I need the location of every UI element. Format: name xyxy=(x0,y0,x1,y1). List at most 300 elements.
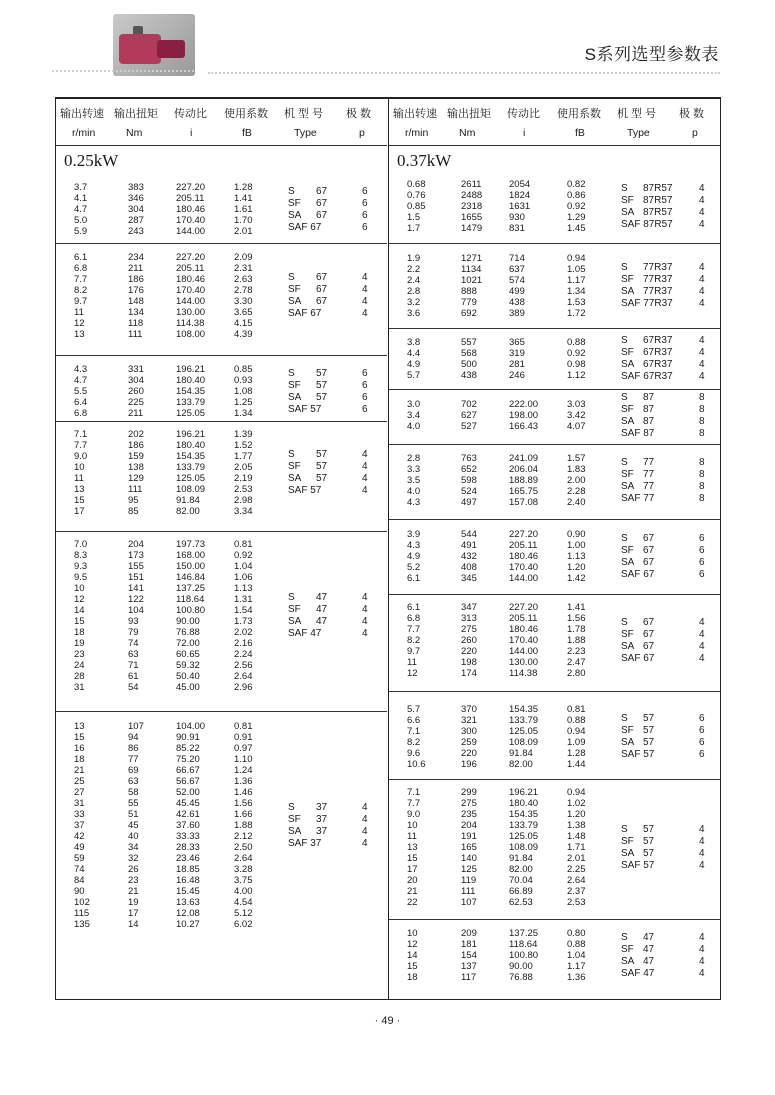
model-prefix: S xyxy=(621,335,628,346)
cell-ratio: 82.00 xyxy=(509,759,533,770)
cell-factor: 1.56 xyxy=(567,613,586,624)
cell-speed: 5.9 xyxy=(74,226,88,237)
model-prefix: SA xyxy=(621,206,635,218)
model-size: 57 xyxy=(316,449,328,460)
column-header-poles: 极 数 xyxy=(679,108,705,120)
model-prefix: SF xyxy=(621,628,634,640)
cell-ratio: 75.20 xyxy=(176,754,200,765)
cell-factor: 1.72 xyxy=(567,308,586,319)
model-row xyxy=(288,392,378,404)
cell-torque: 779 xyxy=(461,297,477,308)
cell-factor: 1.13 xyxy=(234,583,253,594)
cell-speed: 7.0 xyxy=(74,539,88,550)
page-number: · 49 · xyxy=(374,1015,401,1027)
model-poles: 4 xyxy=(362,628,368,639)
cell-ratio: 137.25 xyxy=(176,583,206,594)
model-row xyxy=(288,802,378,814)
cell-ratio: 91.84 xyxy=(509,748,533,759)
model-poles: 4 xyxy=(699,371,705,382)
model-size: 47 xyxy=(643,955,655,967)
model-prefix: S xyxy=(621,182,628,194)
model-poles: 4 xyxy=(699,286,705,297)
cell-torque: 118 xyxy=(128,318,144,329)
cell-torque: 111 xyxy=(128,329,143,340)
cell-ratio: 1824 xyxy=(509,190,531,201)
cell-factor: 0.92 xyxy=(567,201,586,212)
cell-ratio: 206.04 xyxy=(509,464,539,475)
cell-speed: 7.7 xyxy=(74,274,88,285)
model-row xyxy=(621,749,711,761)
cell-ratio: 170.40 xyxy=(176,285,206,296)
cell-speed: 4.4 xyxy=(407,348,421,359)
model-row xyxy=(621,932,711,944)
column-header-torque: 输出扭矩 xyxy=(114,108,158,120)
cell-torque: 627 xyxy=(461,410,477,421)
cell-factor: 0.92 xyxy=(567,348,586,359)
cell-factor: 1.45 xyxy=(567,223,586,234)
cell-torque: 111 xyxy=(128,484,143,495)
model-row xyxy=(288,814,378,826)
model-prefix: SA xyxy=(621,640,635,652)
cell-torque: 154 xyxy=(461,950,477,961)
cell-torque: 500 xyxy=(461,359,477,370)
cell-ratio: 118.64 xyxy=(176,594,205,605)
cell-torque: 432 xyxy=(461,551,477,562)
cell-ratio: 205.11 xyxy=(509,540,538,551)
cell-speed: 4.7 xyxy=(74,375,88,386)
model-size: 57 xyxy=(643,847,655,859)
cell-ratio: 170.40 xyxy=(509,562,539,573)
table-row xyxy=(389,897,719,908)
cell-factor: 2.05 xyxy=(234,462,253,473)
table-row xyxy=(56,732,386,743)
model-poles: 4 xyxy=(362,837,368,849)
cell-torque: 2488 xyxy=(461,190,483,201)
cell-factor: 1.41 xyxy=(234,193,253,204)
model-poles: 4 xyxy=(699,640,705,652)
model-prefix: SF xyxy=(621,943,634,955)
cell-factor: 0.98 xyxy=(567,359,586,370)
model-size: 67 xyxy=(316,272,328,283)
model-row xyxy=(621,629,711,641)
cell-ratio: 227.20 xyxy=(509,529,539,540)
model-poles: 6 xyxy=(362,209,368,221)
column-header-model: 机 型 号 xyxy=(284,108,324,120)
group-divider xyxy=(389,691,720,692)
cell-torque: 111 xyxy=(461,886,476,897)
model-row xyxy=(288,284,378,296)
cell-torque: 287 xyxy=(128,215,144,226)
cell-ratio: 18.85 xyxy=(176,864,200,875)
cell-factor: 0.94 xyxy=(567,726,586,737)
model-size: 67R37 xyxy=(643,347,673,358)
cell-torque: 63 xyxy=(128,649,139,660)
model-size: 77R37 xyxy=(643,274,673,285)
cell-torque: 86 xyxy=(128,743,139,754)
model-poles: 4 xyxy=(699,943,705,955)
cell-speed: 5.7 xyxy=(407,704,421,715)
cell-speed: 11 xyxy=(407,831,417,842)
cell-speed: 4.3 xyxy=(74,364,88,375)
cell-torque: 69 xyxy=(128,765,139,776)
cell-torque: 148 xyxy=(128,296,144,307)
model-size: 77 xyxy=(643,468,655,480)
cell-speed: 90 xyxy=(74,886,85,897)
model-poles: 4 xyxy=(699,359,705,370)
model-size: 67 xyxy=(643,556,655,568)
model-prefix: SAF 67R37 xyxy=(621,371,673,382)
cell-speed: 3.5 xyxy=(407,475,421,486)
model-prefix: SAF 67 xyxy=(288,308,322,319)
group-divider xyxy=(389,444,720,445)
cell-speed: 10 xyxy=(407,928,418,939)
cell-ratio: 196.21 xyxy=(176,429,206,440)
cell-torque: 191 xyxy=(461,831,477,842)
cell-torque: 173 xyxy=(128,550,144,561)
cell-speed: 0.68 xyxy=(407,179,426,190)
model-poles: 4 xyxy=(699,335,705,346)
cell-ratio: 108.09 xyxy=(176,484,206,495)
cell-factor: 1.61 xyxy=(234,204,253,215)
cell-ratio: 180.40 xyxy=(509,798,539,809)
cell-factor: 2.98 xyxy=(234,495,253,506)
table-row xyxy=(56,539,386,550)
model-row xyxy=(621,298,711,310)
column-unit-torque: Nm xyxy=(459,127,476,139)
cell-speed: 59 xyxy=(74,853,85,864)
model-prefix: S xyxy=(288,185,295,197)
cell-speed: 12 xyxy=(74,594,85,605)
cell-torque: 138 xyxy=(128,462,144,473)
model-row xyxy=(288,449,378,461)
cell-ratio: 154.35 xyxy=(176,451,206,462)
cell-ratio: 2054 xyxy=(509,179,531,190)
model-prefix: SF xyxy=(621,194,634,206)
cell-speed: 9.3 xyxy=(74,561,88,572)
model-row xyxy=(621,836,711,848)
cell-ratio: 12.08 xyxy=(176,908,200,919)
cell-ratio: 66.89 xyxy=(509,886,533,897)
model-size: 67 xyxy=(643,532,655,544)
cell-ratio: 90.00 xyxy=(176,616,200,627)
cell-torque: 220 xyxy=(461,646,477,657)
group-divider xyxy=(389,389,720,390)
cell-factor: 0.91 xyxy=(234,732,253,743)
model-size: 37 xyxy=(316,825,328,837)
cell-torque: 141 xyxy=(128,583,144,594)
model-poles: 6 xyxy=(699,544,705,556)
model-poles: 4 xyxy=(362,449,368,460)
model-prefix: SF xyxy=(621,544,634,556)
cell-ratio: 133.79 xyxy=(176,397,206,408)
cell-torque: 1271 xyxy=(461,253,483,264)
cell-torque: 692 xyxy=(461,308,477,319)
cell-ratio: 154.35 xyxy=(176,386,206,397)
cell-factor: 1.54 xyxy=(234,605,253,616)
model-row xyxy=(621,533,711,545)
model-poles: 4 xyxy=(362,485,368,496)
cell-factor: 1.17 xyxy=(567,275,586,286)
cell-torque: 598 xyxy=(461,475,477,486)
column-header-factor: 使用系数 xyxy=(557,108,601,120)
cell-ratio: 59.32 xyxy=(176,660,200,671)
cell-torque: 652 xyxy=(461,464,477,475)
cell-torque: 165 xyxy=(461,842,477,853)
model-prefix: SAF 47 xyxy=(288,628,322,639)
cell-ratio: 144.00 xyxy=(176,226,206,237)
model-row xyxy=(288,272,378,284)
cell-speed: 15 xyxy=(74,616,85,627)
model-poles: 4 xyxy=(699,931,705,943)
cell-ratio: 389 xyxy=(509,308,525,319)
cell-factor: 2.64 xyxy=(234,671,253,682)
cell-torque: 527 xyxy=(461,421,477,432)
cell-factor: 0.88 xyxy=(567,715,586,726)
cell-torque: 275 xyxy=(461,798,477,809)
model-size: 87R57 xyxy=(643,182,673,194)
model-prefix: SF xyxy=(621,403,634,415)
model-size: 57 xyxy=(316,391,328,403)
cell-speed: 135 xyxy=(74,919,90,930)
cell-factor: 1.04 xyxy=(234,561,253,572)
model-row xyxy=(621,481,711,493)
cell-factor: 1.38 xyxy=(567,820,586,831)
cell-speed: 6.8 xyxy=(407,613,421,624)
cell-torque: 204 xyxy=(128,539,144,550)
cell-factor: 2.37 xyxy=(567,886,586,897)
cell-speed: 19 xyxy=(74,638,85,649)
cell-ratio: 714 xyxy=(509,253,525,264)
cell-factor: 0.82 xyxy=(567,179,586,190)
cell-factor: 2.31 xyxy=(234,263,253,274)
cell-ratio: 133.79 xyxy=(176,462,206,473)
model-row xyxy=(621,195,711,207)
cell-torque: 304 xyxy=(128,375,144,386)
cell-ratio: 168.00 xyxy=(176,550,206,561)
cell-ratio: 146.84 xyxy=(176,572,206,583)
cell-torque: 702 xyxy=(461,399,477,410)
column-header-speed: 输出转速 xyxy=(60,108,104,120)
model-size: 67R37 xyxy=(643,359,673,370)
cell-torque: 19 xyxy=(128,897,139,908)
cell-speed: 14 xyxy=(407,950,418,961)
cell-speed: 6.1 xyxy=(74,252,88,263)
cell-speed: 9.7 xyxy=(407,646,421,657)
model-row xyxy=(621,569,711,581)
model-size: 57 xyxy=(643,823,655,835)
cell-ratio: 574 xyxy=(509,275,525,286)
model-prefix: SF xyxy=(288,604,301,615)
column-header-torque: 输出扭矩 xyxy=(447,108,491,120)
cell-speed: 3.2 xyxy=(407,297,421,308)
model-poles: 4 xyxy=(362,272,368,283)
cell-torque: 408 xyxy=(461,562,477,573)
cell-speed: 3.0 xyxy=(407,399,421,410)
cell-torque: 491 xyxy=(461,540,477,551)
cell-ratio: 197.73 xyxy=(176,539,206,550)
cell-ratio: 16.48 xyxy=(176,875,200,886)
cell-speed: 5.0 xyxy=(74,215,88,226)
model-size: 67 xyxy=(316,185,328,197)
cell-factor: 2.78 xyxy=(234,285,253,296)
cell-factor: 1.56 xyxy=(234,798,253,809)
cell-speed: 7.7 xyxy=(74,440,88,451)
column-header-model: 机 型 号 xyxy=(617,108,657,120)
model-row xyxy=(288,604,378,616)
gearmotor-photo xyxy=(113,14,195,76)
cell-torque: 346 xyxy=(128,193,144,204)
model-prefix: SAF 87 xyxy=(621,427,655,439)
cell-factor: 4.00 xyxy=(234,886,253,897)
model-row xyxy=(621,860,711,872)
cell-speed: 11 xyxy=(407,657,417,668)
cell-ratio: 70.04 xyxy=(509,875,533,886)
column-unit-model: Type xyxy=(627,127,650,139)
table-row xyxy=(56,864,386,875)
cell-torque: 77 xyxy=(128,754,139,765)
cell-speed: 15 xyxy=(74,495,85,506)
selection-table xyxy=(55,97,721,1000)
cell-torque: 186 xyxy=(128,274,144,285)
model-prefix: SA xyxy=(621,847,635,859)
cell-factor: 1.57 xyxy=(567,453,586,464)
cell-torque: 544 xyxy=(461,529,477,540)
cell-torque: 63 xyxy=(128,776,139,787)
cell-factor: 1.48 xyxy=(567,831,586,842)
model-poles: 4 xyxy=(699,616,705,628)
cell-torque: 2611 xyxy=(461,179,482,190)
cell-factor: 1.00 xyxy=(567,540,586,551)
model-poles: 4 xyxy=(362,801,368,813)
cell-speed: 28 xyxy=(74,671,85,682)
table-row xyxy=(56,875,386,886)
model-prefix: SAF 57 xyxy=(288,485,322,496)
group-divider xyxy=(56,531,387,532)
cell-ratio: 45.00 xyxy=(176,682,200,693)
cell-factor: 1.29 xyxy=(567,212,586,223)
cell-ratio: 15.45 xyxy=(176,886,200,897)
model-poles: 4 xyxy=(362,473,368,484)
model-poles: 6 xyxy=(362,367,368,379)
model-prefix: SA xyxy=(288,825,302,837)
cell-factor: 1.66 xyxy=(234,809,253,820)
cell-ratio: 144.00 xyxy=(509,646,539,657)
cell-factor: 1.31 xyxy=(234,594,253,605)
cell-factor: 3.28 xyxy=(234,864,253,875)
cell-speed: 4.9 xyxy=(407,551,421,562)
cell-ratio: 241.09 xyxy=(509,453,539,464)
cell-torque: 107 xyxy=(128,721,144,732)
cell-speed: 6.6 xyxy=(407,715,421,726)
cell-torque: 198 xyxy=(461,657,477,668)
model-size: 67 xyxy=(643,616,655,628)
cell-speed: 4.0 xyxy=(407,486,421,497)
cell-ratio: 72.00 xyxy=(176,638,200,649)
cell-factor: 2.53 xyxy=(567,897,586,908)
model-poles: 6 xyxy=(362,379,368,391)
cell-torque: 26 xyxy=(128,864,139,875)
cell-factor: 2.28 xyxy=(567,486,586,497)
model-row xyxy=(621,219,711,231)
cell-torque: 220 xyxy=(461,748,477,759)
model-row xyxy=(621,956,711,968)
cell-speed: 4.1 xyxy=(74,193,88,204)
cell-speed: 3.7 xyxy=(74,182,88,193)
cell-ratio: 180.40 xyxy=(176,375,206,386)
cell-speed: 31 xyxy=(74,682,85,693)
cell-ratio: 499 xyxy=(509,286,525,297)
model-size: 67 xyxy=(643,640,655,652)
cell-ratio: 154.35 xyxy=(509,809,539,820)
model-row xyxy=(621,545,711,557)
page-title: S系列选型参数表 xyxy=(584,45,719,64)
model-row xyxy=(621,347,711,359)
power-label: 0.25kW xyxy=(64,151,119,170)
model-size: 47 xyxy=(316,592,328,603)
model-row xyxy=(621,428,711,440)
group-divider xyxy=(56,421,387,422)
cell-factor: 1.53 xyxy=(567,297,586,308)
group-divider xyxy=(389,594,720,595)
model-prefix: SAF 77 xyxy=(621,492,655,504)
model-prefix: S xyxy=(288,367,295,379)
cell-speed: 9.0 xyxy=(407,809,421,820)
cell-ratio: 108.00 xyxy=(176,329,206,340)
model-prefix: S xyxy=(288,801,295,813)
model-poles: 4 xyxy=(699,218,705,230)
cell-ratio: 180.46 xyxy=(509,624,539,635)
table-row xyxy=(56,506,386,517)
cell-ratio: 137.25 xyxy=(509,928,539,939)
cell-ratio: 281 xyxy=(509,359,525,370)
cell-torque: 234 xyxy=(128,252,144,263)
cell-speed: 84 xyxy=(74,875,85,886)
cell-ratio: 438 xyxy=(509,297,525,308)
cell-torque: 32 xyxy=(128,853,139,864)
table-row xyxy=(56,743,386,754)
cell-factor: 4.39 xyxy=(234,329,253,340)
cell-factor: 1.88 xyxy=(567,635,586,646)
cell-ratio: 108.09 xyxy=(509,842,539,853)
column-unit-torque: Nm xyxy=(126,127,143,139)
column-header-speed: 输出转速 xyxy=(393,108,437,120)
cell-speed: 3.4 xyxy=(407,410,421,421)
cell-factor: 2.40 xyxy=(567,497,586,508)
cell-factor: 2.47 xyxy=(567,657,586,668)
table-row xyxy=(389,602,719,613)
cell-torque: 347 xyxy=(461,602,477,613)
cell-speed: 74 xyxy=(74,864,85,875)
cell-ratio: 166.43 xyxy=(509,421,539,432)
model-row xyxy=(621,653,711,665)
cell-factor: 1.28 xyxy=(234,182,253,193)
model-prefix: SAF 87R57 xyxy=(621,218,673,230)
cell-speed: 20 xyxy=(407,875,418,886)
model-prefix: SA xyxy=(621,480,635,492)
table-row xyxy=(56,572,386,583)
model-row xyxy=(621,286,711,298)
cell-speed: 17 xyxy=(407,864,418,875)
table-row xyxy=(56,853,386,864)
cell-ratio: 66.67 xyxy=(176,765,200,776)
cell-speed: 0.76 xyxy=(407,190,426,201)
cell-factor: 1.52 xyxy=(234,440,253,451)
cell-ratio: 227.20 xyxy=(176,182,206,193)
model-prefix: SAF 47 xyxy=(621,967,655,979)
model-poles: 8 xyxy=(699,480,705,492)
cell-ratio: 23.46 xyxy=(176,853,200,864)
cell-speed: 49 xyxy=(74,842,85,853)
